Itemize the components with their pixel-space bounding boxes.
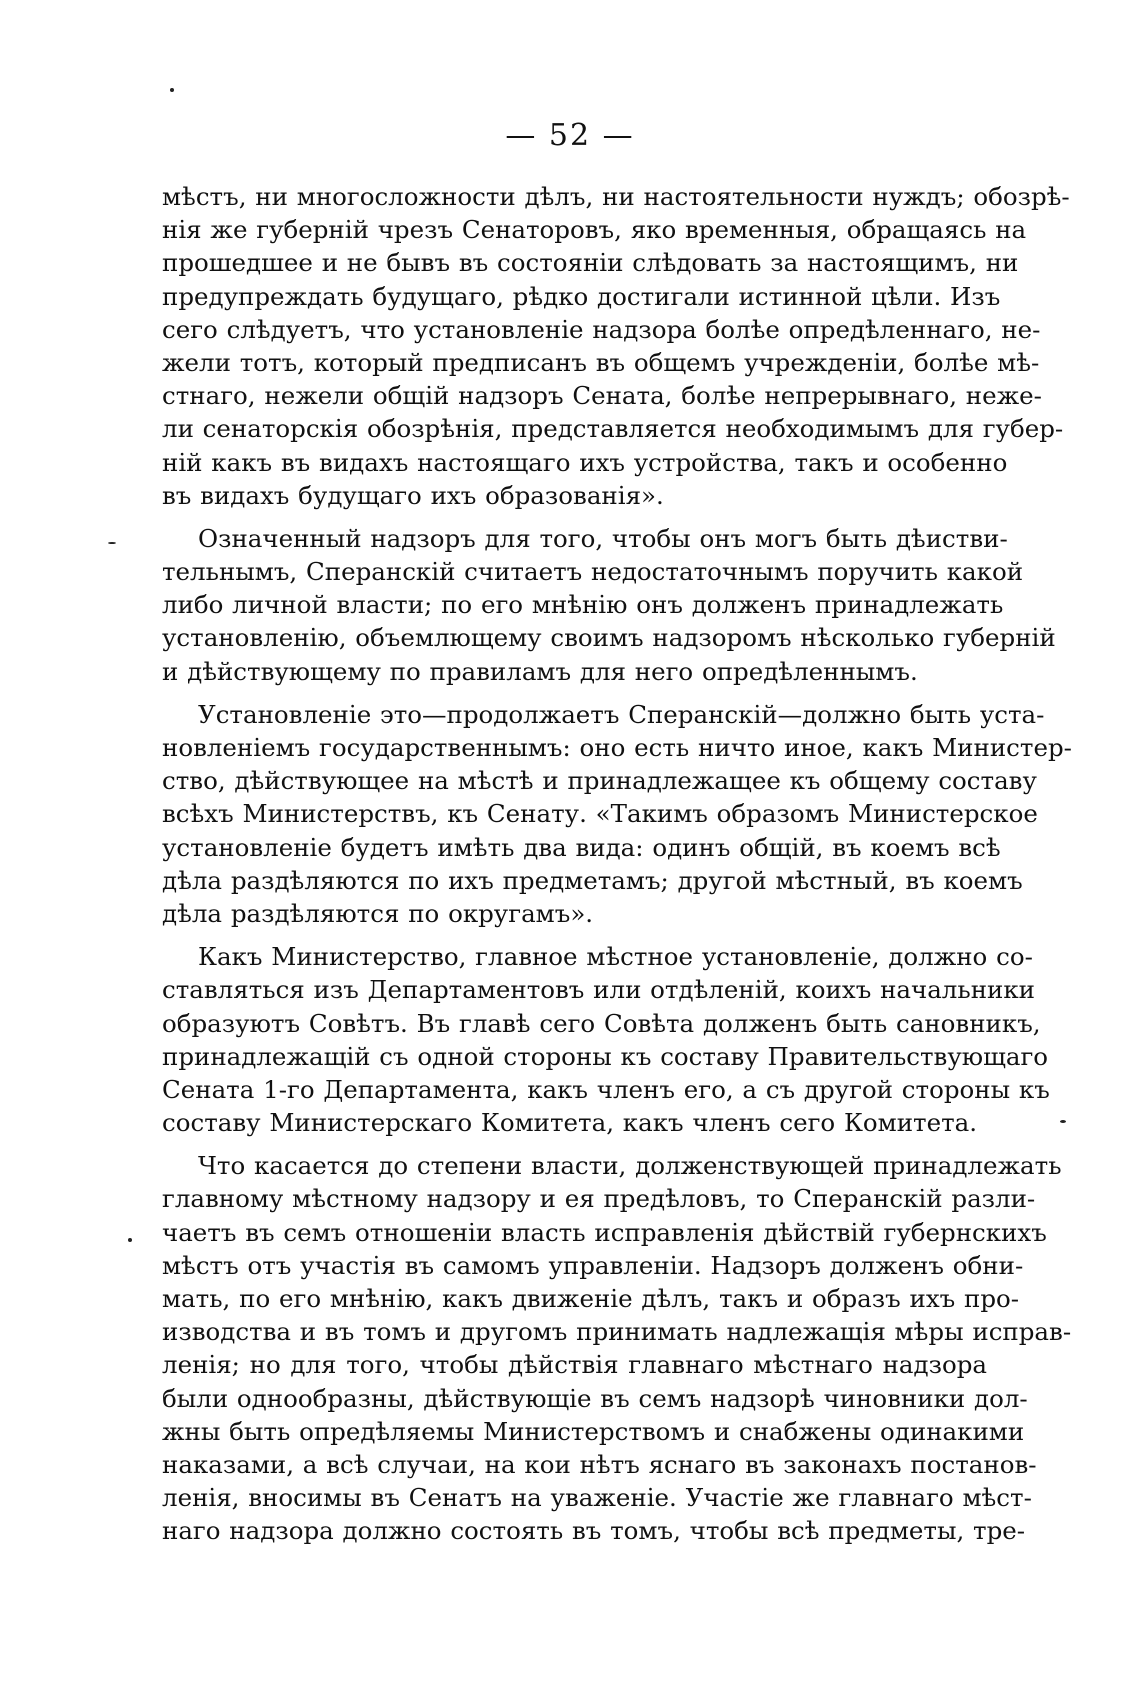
text-line-content: стнаго, нежели общій надзоръ Сената, болѣе непрерывнаго, неже- (162, 381, 1042, 411)
print-speck (1060, 1120, 1066, 1123)
print-speck (170, 88, 174, 92)
text-line-content: ленія; но для того, чтобы дѣйствія главнаго мѣстнаго надзора (162, 1350, 987, 1380)
text-line (162, 1348, 987, 1381)
text-line-content: дѣла раздѣляются по округамъ». (162, 898, 594, 928)
text-line-content: образуютъ Совѣтъ. Въ главѣ сего Совѣта долженъ быть сановникъ, (162, 1008, 1041, 1038)
text-line (162, 1481, 1032, 1514)
text-line (162, 864, 1023, 897)
text-line-content: предупреждать будущаго, рѣдко достигали истинной цѣли. Изъ (162, 281, 1001, 311)
text-line-content: мать, по его мнѣнію, какъ движеніе дѣлъ, такъ и образъ ихъ про- (162, 1284, 1020, 1313)
text-line-content: жели тотъ, который предписанъ въ общемъ учрежденіи, болѣе мѣ- (162, 347, 1040, 377)
text-line (162, 1282, 1020, 1315)
text-line-content: ленія, вносимы въ Сенатъ на уваженіе. Участіе же главнаго мѣст- (162, 1483, 1032, 1513)
text-line-content: установленію, объемлющему своимъ надзоромъ нѣсколько губерній (162, 623, 1056, 653)
text-line-content: Что касается до степени власти, долженствующей принадлежать (198, 1151, 1062, 1181)
text-line (162, 313, 1041, 346)
text-line-content: либо личной власти; по его мнѣнію онъ долженъ принадлежать (162, 590, 1004, 620)
text-line-content: наго надзора должно состоять въ томъ, чтобы всѣ предметы, тре- (162, 1516, 1026, 1546)
text-line-content: новленіемъ государственнымъ: оно есть ничто иное, какъ Министер- (162, 733, 1072, 762)
text-line (162, 1448, 1037, 1481)
text-line-content: всѣхъ Министерствъ, къ Сенату. «Такимъ образомъ Министерское (162, 799, 1038, 829)
text-line (162, 1249, 1024, 1282)
text-line (162, 412, 1064, 445)
text-line (162, 1149, 1062, 1182)
text-line-content: чаетъ въ семъ отношеніи власть исправленія дѣйствій губернскихъ (162, 1217, 1047, 1247)
text-line (162, 940, 1033, 973)
text-line-content: Сената 1-го Департамента, какъ членъ его, а съ другой стороны къ (162, 1074, 1050, 1104)
print-speck (108, 542, 116, 544)
text-line-content: мѣстъ, ни многосложности дѣлъ, ни настоятельности нуждъ; обозрѣ- (162, 182, 1070, 211)
text-line (162, 698, 1045, 731)
text-line (162, 213, 1027, 246)
text-line-content: нія же губерній чрезъ Сенаторовъ, яко временныя, обращаясь на (162, 215, 1027, 245)
text-line-content: изводства и въ томъ и другомъ принимать надлежащія мѣры исправ- (162, 1317, 1072, 1347)
text-line (162, 522, 1008, 555)
text-line (162, 1415, 1025, 1448)
text-line (162, 479, 987, 512)
text-line (162, 797, 1038, 830)
text-line-content: и дѣйствующему по правиламъ для него опредѣленнымъ. (162, 656, 918, 686)
text-line (162, 446, 1008, 479)
text-line (162, 555, 1024, 588)
text-line-content: ставляться изъ Департаментовъ или отдѣленій, коихъ начальники (162, 975, 1036, 1005)
print-speck (128, 1238, 132, 1242)
text-line-content: мѣстъ отъ участія въ самомъ управленіи. Надзоръ долженъ обни- (162, 1250, 1024, 1280)
text-line (162, 831, 1001, 864)
text-line (162, 1514, 1026, 1547)
text-line-content: наказами, а всѣ случаи, на кои нѣтъ яснаго въ законахъ постанов- (162, 1449, 1037, 1479)
text-line-content: жны быть опредѣляемы Министерствомъ и снабжены одинакими (162, 1416, 1025, 1446)
text-line (162, 1007, 1041, 1040)
text-line (162, 764, 1037, 797)
text-line (162, 379, 1042, 412)
text-line (162, 973, 1036, 1006)
text-line-content: сего слѣдуетъ, что установленіе надзора болѣе опредѣленнаго, не- (162, 314, 1041, 344)
text-line-content: установленіе будетъ имѣть два вида: одинъ общій, въ коемъ всѣ (162, 832, 1001, 862)
text-line-content: ство, дѣйствующее на мѣстѣ и принадлежащее къ общему составу (162, 766, 1037, 796)
text-line (162, 588, 1004, 621)
text-line-content: были однообразны, дѣйствующіе въ семъ надзорѣ чиновники дол- (162, 1383, 1028, 1413)
text-line (162, 1382, 1028, 1415)
text-line-content: дѣла раздѣляются по ихъ предметамъ; другой мѣстный, въ коемъ (162, 865, 1023, 895)
text-line-content: въ видахъ будущаго ихъ образованія». (162, 480, 664, 510)
text-line-content: прошедшее и не бывъ въ состояніи слѣдовать за настоящимъ, ни (162, 248, 1019, 278)
text-line-content: ли сенаторскія обозрѣнія, представляется необходимымъ для губер- (162, 414, 1064, 444)
text-line (162, 1216, 1047, 1249)
text-line (162, 346, 1040, 379)
body-text (162, 180, 1072, 1548)
text-line (162, 1073, 1050, 1106)
text-line-content: Установленіе это—продолжаетъ Сперанскій—должно быть уста- (198, 699, 1045, 729)
text-line (162, 1040, 1049, 1073)
text-line-content: тельнымъ, Сперанскій считаетъ недостаточнымъ поручить какой (162, 557, 1024, 587)
text-line (162, 897, 987, 930)
page-number: — 52 — (505, 118, 635, 153)
text-line (162, 621, 1056, 654)
text-line-content: Означенный надзоръ для того, чтобы онъ могъ быть дѣистви- (198, 523, 1008, 553)
text-line (162, 731, 1072, 764)
text-line-content: принадлежащій съ одной стороны къ составу Правительствующаго (162, 1041, 1049, 1071)
text-line-content: Какъ Министерство, главное мѣстное установленіе, должно со- (198, 942, 1033, 972)
text-line (162, 280, 1001, 313)
text-line (162, 1315, 1072, 1348)
text-line (162, 1182, 1036, 1215)
text-line-content: составу Министерскаго Комитета, какъ членъ сего Комитета. (162, 1108, 978, 1138)
text-line-content: главному мѣстному надзору и ея предѣловъ, то Сперанскій разли- (162, 1184, 1036, 1214)
text-line (162, 1106, 987, 1139)
text-line (162, 180, 1070, 213)
text-line-content: ній какъ въ видахъ настоящаго ихъ устройства, такъ и особенно (162, 447, 1008, 477)
text-line (162, 246, 1019, 279)
text-line (162, 655, 987, 688)
